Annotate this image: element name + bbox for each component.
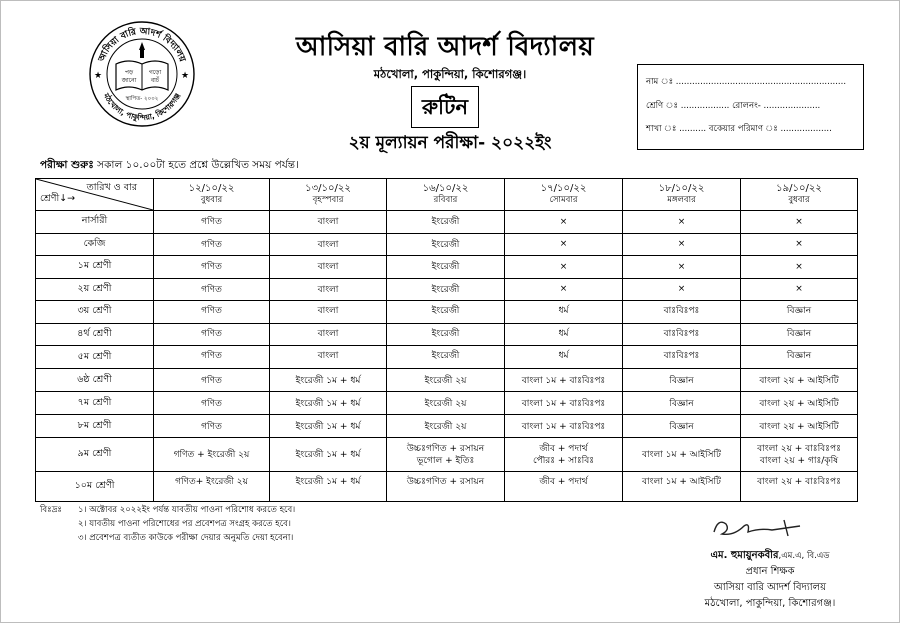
subject-cell	[270, 233, 387, 256]
subject-text: ইংরেজী	[431, 351, 460, 361]
subject-text: ইংরেজী	[431, 328, 460, 339]
table-header-row	[36, 179, 858, 211]
logo-ring-bottom: মঠখোলা, পাকুন্দিয়া, কিশোরগঞ্জ	[101, 91, 183, 123]
table-row	[36, 369, 858, 392]
school-logo	[88, 20, 196, 128]
subject-text: ইংরেজী ২য়	[424, 398, 467, 409]
subject-cell	[623, 211, 741, 234]
subject-text: ইংরেজী ১ম + ধর্ম	[295, 421, 361, 432]
subject-cell	[505, 233, 623, 256]
subject-text: বাংলা ১ম + বাঃবিঃপঃ	[521, 421, 606, 432]
subject-cell	[387, 278, 505, 301]
subject-cell	[623, 301, 741, 324]
subject-cell	[154, 211, 270, 234]
signatory-address: মঠখোলা, পাকুন্দিয়া, কিশোরগঞ্জ।	[704, 598, 836, 609]
signatory-school: আসিয়া বারি আদর্শ বিদ্যালয়	[714, 582, 826, 593]
note-item: ২। যাবতীয় পাওনা পরিশোধের পর প্রবেশপত্র সংগ্রহ করতে হবে।	[78, 519, 291, 529]
subject-cell	[741, 346, 858, 369]
corner-cell	[36, 179, 154, 211]
subject-text: বাংলা	[317, 328, 339, 339]
subject-cell	[387, 301, 505, 324]
subject-cell	[154, 392, 270, 415]
subject-cell	[741, 472, 858, 502]
subject-text: ×	[795, 284, 803, 295]
column-header	[154, 179, 270, 211]
subject-cell	[741, 278, 858, 301]
subject-text: বাংলা ২য় + আইসিটি	[759, 398, 839, 409]
subject-text: ×	[559, 261, 568, 272]
subject-text: গণিত	[201, 217, 222, 228]
subject-cell	[741, 233, 858, 256]
subject-cell	[154, 438, 270, 472]
subject-cell	[387, 438, 505, 472]
signatory-block	[690, 548, 850, 612]
headmaster-signature	[700, 512, 810, 542]
subject-cell	[623, 278, 741, 301]
subject-text: গণিত	[201, 351, 222, 361]
class-cell: ৩য় শ্রেণী	[36, 301, 154, 324]
subject-text: বাংলা ২য় + গাঃ/কৃষি	[759, 455, 839, 466]
subject-text: বিজ্ঞান	[669, 375, 694, 386]
subject-cell	[623, 392, 741, 415]
school-address: মঠখোলা, পাকুন্দিয়া, কিশোরগঞ্জ।	[373, 67, 527, 81]
table-row	[36, 392, 858, 415]
subject-cell	[270, 278, 387, 301]
notes-label: বিঃদ্রঃ	[40, 505, 62, 515]
subject-cell	[154, 278, 270, 301]
subject-text: ইংরেজী	[431, 306, 460, 316]
subject-text: গণিত	[201, 306, 222, 316]
column-day: মঙ্গলবার	[667, 195, 696, 205]
exam-start-label: পরীক্ষা শুরুঃ	[40, 159, 94, 171]
subject-cell	[270, 392, 387, 415]
subject-cell	[623, 415, 741, 438]
column-day: বুধবার	[788, 195, 810, 205]
class-cell: ৫ম শ্রেণী	[36, 346, 154, 369]
subject-cell	[505, 392, 623, 415]
subject-text: বাংলা ২য় + আইসিটি	[759, 421, 839, 432]
subject-cell	[387, 233, 505, 256]
column-day: রবিবার	[433, 195, 458, 205]
subject-text: বাঃবিঃপঃ	[663, 328, 700, 339]
subject-text: গণিত	[201, 284, 222, 295]
subject-text: ×	[795, 239, 803, 250]
class-cell: ১ম শ্রেণী	[36, 256, 154, 279]
class-cell: ৬ষ্ঠ শ্রেণী	[36, 369, 154, 392]
student-info-box	[637, 64, 864, 150]
class-cell: কেজি	[36, 233, 154, 256]
subject-cell	[623, 438, 741, 472]
signatory-degree: ,এম.এ, বি.এড	[778, 551, 830, 561]
subject-cell	[154, 415, 270, 438]
logo-book-right: গড়ো	[148, 69, 162, 76]
routine-label: রুটিন	[411, 86, 479, 128]
subject-text: ভূগোল + ইতিঃ	[416, 455, 475, 466]
column-day: সোমবার	[549, 195, 578, 205]
logo-book-right2: বাচঁ	[150, 77, 160, 84]
subject-cell	[270, 415, 387, 438]
subject-cell	[387, 392, 505, 415]
exam-title: ২য় মূল্যায়ন পরীক্ষা- ২০২২ইং	[348, 133, 552, 153]
subject-text: বাংলা	[317, 351, 339, 361]
class-cell: ১০ম শ্রেণী	[36, 472, 154, 502]
subject-text: বিজ্ঞান	[786, 351, 812, 361]
column-header	[505, 179, 623, 211]
subject-cell	[387, 211, 505, 234]
subject-cell	[623, 346, 741, 369]
subject-text: গণিত+ ইংরেজী ২য়	[175, 477, 248, 487]
subject-text: বাংলা ১ম + আইসিটি	[642, 477, 721, 487]
subject-cell	[154, 323, 270, 346]
exam-start-line	[40, 158, 299, 175]
subject-text: ধর্ম	[558, 306, 569, 316]
subject-cell	[387, 415, 505, 438]
column-header	[741, 179, 858, 211]
column-header	[623, 179, 741, 211]
subject-cell	[505, 211, 623, 234]
column-date: ১৮/১০/২২	[658, 183, 705, 194]
subject-text: বাংলা	[317, 262, 339, 273]
subject-text: গণিত	[201, 421, 222, 432]
subject-cell	[505, 369, 623, 392]
subject-text: ধর্ম	[558, 328, 569, 339]
subject-text: গণিত	[201, 239, 222, 250]
column-date: ১৭/১০/২২	[540, 183, 587, 194]
subject-text: বাংলা ২য় + আইসিটি	[759, 375, 839, 386]
subject-text: বিজ্ঞান	[669, 398, 694, 409]
subject-text: ইংরেজী	[431, 262, 460, 273]
school-name: আসিয়া বারি আদর্শ বিদ্যালয়	[296, 32, 594, 62]
subject-text: বাঃবিঃপঃ	[663, 306, 700, 316]
subject-text: জীব + পদার্থ	[539, 443, 588, 454]
column-day: বুধবার	[200, 195, 223, 205]
subject-cell	[387, 256, 505, 279]
column-header	[270, 179, 387, 211]
subject-cell	[154, 233, 270, 256]
column-day: বৃহস্পবার	[312, 195, 344, 205]
class-cell: ৯ম শ্রেণী	[36, 438, 154, 472]
subject-text: বাংলা ২য় + বাঃবিঃপঃ	[757, 477, 841, 487]
subject-text: ইংরেজী ২য়	[424, 421, 467, 432]
subject-text: ×	[677, 239, 686, 250]
subject-text: ×	[559, 239, 568, 250]
subject-cell	[270, 472, 387, 502]
subject-cell	[505, 278, 623, 301]
subject-text: বিজ্ঞান	[786, 306, 812, 316]
subject-text: ধর্ম	[558, 351, 569, 361]
corner-date-day-label: তারিখ ও বার	[86, 182, 137, 193]
table-row	[36, 415, 858, 438]
name-field: নাম ঃ ...............................................................	[646, 77, 847, 87]
subject-text: পৌরঃ + সাঃবিঃ	[532, 455, 595, 466]
column-date: ১২/১০/২২	[188, 183, 235, 194]
subject-text: বাংলা ২য় + বাঃবিঃপঃ	[757, 443, 841, 454]
subject-text: বাংলা	[317, 306, 339, 316]
column-date: ১৯/১০/২২	[776, 183, 822, 194]
logo-book-left2: জানো	[121, 77, 137, 84]
subject-text: বাংলা	[317, 239, 339, 250]
column-date: ১৩/১০/২২	[305, 183, 351, 194]
class-roll-field: শ্রেণি ঃ .................. রোলনং- .....................	[646, 101, 821, 111]
table-row	[36, 323, 858, 346]
subject-cell	[505, 346, 623, 369]
subject-text: গণিত	[201, 328, 222, 339]
subject-text: বাংলা ১ম + আইসিটি	[642, 450, 721, 460]
subject-text: উচ্চঃগণিত + রসায়ন	[406, 443, 485, 454]
subject-cell	[270, 323, 387, 346]
subject-text: ইংরেজী ১ম + ধর্ম	[295, 477, 361, 487]
notes-list	[78, 503, 295, 545]
subject-cell	[741, 415, 858, 438]
note-item: ১। অক্টোবর ২০২২ইং পর্যন্ত যাবতীয় পাওনা পরিশোধ করতে হবে।	[78, 505, 296, 515]
class-cell: ৮ম শ্রেণী	[36, 415, 154, 438]
subject-cell	[623, 323, 741, 346]
subject-text: জীব + পদার্থ	[539, 477, 588, 487]
logo-book-left: পড়	[124, 69, 134, 76]
subject-cell	[741, 301, 858, 324]
subject-text: ইংরেজী	[431, 217, 460, 228]
table-row	[36, 438, 858, 472]
subject-cell	[741, 392, 858, 415]
subject-cell	[387, 369, 505, 392]
subject-cell	[505, 415, 623, 438]
subject-cell	[387, 472, 505, 502]
subject-text: ×	[795, 261, 803, 272]
class-cell: ৪র্থ শ্রেণী	[36, 323, 154, 346]
subject-text: বিজ্ঞান	[786, 328, 812, 339]
subject-text: ইংরেজী ১ম + ধর্ম	[295, 375, 361, 386]
routine-table	[35, 178, 858, 502]
subject-text: ×	[677, 284, 686, 295]
notes-section	[40, 503, 296, 545]
table-row	[36, 346, 858, 369]
subject-text: ইংরেজী ১ম + ধর্ম	[295, 398, 361, 409]
subject-cell	[154, 346, 270, 369]
subject-cell	[387, 346, 505, 369]
subject-cell	[270, 438, 387, 472]
subject-text: ×	[559, 216, 568, 227]
subject-cell	[623, 256, 741, 279]
logo-estd: স্থাপিত- ২০০২	[125, 96, 159, 102]
table-row	[36, 278, 858, 301]
subject-text: বাংলা ১ম + বাঃবিঃপঃ	[521, 398, 606, 409]
column-header	[387, 179, 505, 211]
subject-cell	[505, 472, 623, 502]
subject-cell	[154, 472, 270, 502]
subject-text: বাঃবিঃপঃ	[663, 351, 700, 361]
table-row	[36, 301, 858, 324]
subject-cell	[623, 233, 741, 256]
subject-cell	[741, 256, 858, 279]
subject-text: গণিত	[201, 375, 222, 386]
exam-start-text: সকাল ১০.০০টা হতে প্রশ্নে উল্লেখিত সময় পর্যন্ত।	[93, 159, 299, 171]
note-item: ৩। প্রবেশপত্র ব্যতীত কাউকে পরীক্ষা দেয়ার অনুমতি দেয়া হবেনা।	[78, 533, 294, 543]
table-row	[36, 211, 858, 234]
subject-cell	[270, 256, 387, 279]
subject-cell	[623, 369, 741, 392]
subject-cell	[270, 346, 387, 369]
corner-class-label: শ্রেণী↓→	[40, 193, 76, 204]
subject-text: গণিত	[201, 262, 222, 273]
subject-text: বাংলা	[317, 217, 339, 228]
signatory-name: এম. হুমায়ুনকবীর	[710, 550, 779, 561]
subject-cell	[505, 438, 623, 472]
subject-text: ×	[677, 261, 686, 272]
class-cell: ৭ম শ্রেণী	[36, 392, 154, 415]
subject-cell	[505, 256, 623, 279]
svg-text:★: ★	[181, 71, 190, 81]
subject-text: ×	[795, 216, 803, 227]
routine-body	[36, 211, 858, 502]
subject-cell	[623, 472, 741, 502]
subject-text: ইংরেজী	[431, 284, 460, 295]
table-row	[36, 233, 858, 256]
subject-cell	[505, 301, 623, 324]
subject-text: ×	[559, 284, 568, 295]
subject-text: ইংরেজী ১ম + ধর্ম	[295, 450, 361, 460]
subject-cell	[741, 438, 858, 472]
subject-cell	[270, 369, 387, 392]
subject-text: গণিত + ইংরেজী ২য়	[173, 450, 250, 460]
subject-text: ইংরেজী	[431, 239, 460, 250]
subject-cell	[154, 301, 270, 324]
subject-cell	[270, 301, 387, 324]
subject-cell	[154, 256, 270, 279]
subject-text: ইংরেজী ২য়	[424, 375, 467, 386]
subject-cell	[741, 211, 858, 234]
subject-cell	[154, 369, 270, 392]
subject-cell	[270, 211, 387, 234]
table-row	[36, 472, 858, 502]
subject-cell	[741, 323, 858, 346]
section-due-field: শাখা ঃ .......... বকেয়ার পরিমাণ ঃ ...................	[646, 124, 832, 134]
subject-text: ×	[677, 216, 686, 227]
subject-text: বাংলা ১ম + বাঃবিঃপঃ	[521, 375, 606, 386]
subject-text: বাংলা	[317, 284, 339, 295]
class-cell: ২য় শ্রেণী	[36, 278, 154, 301]
svg-text:★: ★	[94, 71, 103, 81]
logo-ring-top: আসিয়া বারি আদর্শ বিদ্যালয়	[97, 26, 187, 64]
subject-text: উচ্চঃগণিত + রসায়ন	[406, 477, 485, 487]
class-cell: নার্সারী	[36, 211, 154, 234]
subject-text: গণিত	[201, 398, 222, 409]
subject-cell	[741, 369, 858, 392]
subject-cell	[505, 323, 623, 346]
column-date: ১৬/১০/২২	[422, 183, 469, 194]
subject-cell	[387, 323, 505, 346]
table-row	[36, 256, 858, 279]
subject-text: বিজ্ঞান	[669, 421, 694, 432]
signatory-title: প্রধান শিক্ষক	[745, 566, 795, 577]
